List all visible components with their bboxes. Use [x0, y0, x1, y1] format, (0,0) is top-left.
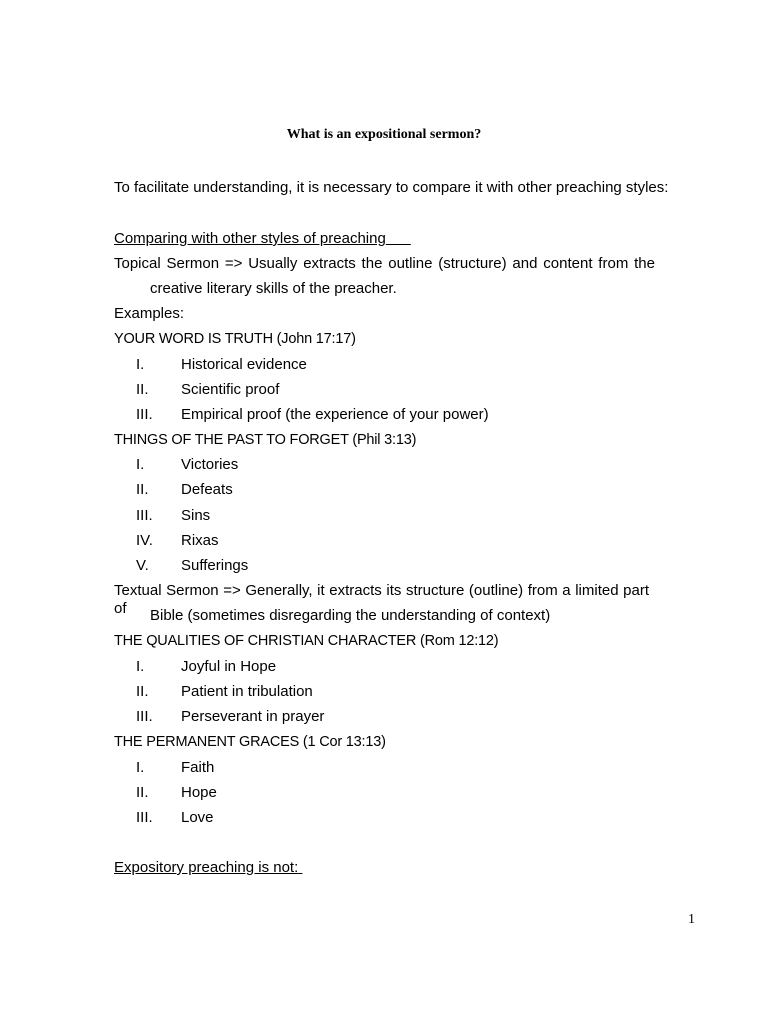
list-text: Empirical proof (the experience of your power) [181, 406, 489, 423]
list-numeral: II. [136, 481, 149, 498]
list-numeral: I. [136, 356, 145, 373]
examples-label: Examples: [114, 305, 185, 322]
outline-heading-things-to-forget: THINGS OF THE PAST TO FORGET (Phil 3:13) [114, 432, 417, 448]
section-heading-text: Comparing with other styles of preaching [114, 230, 386, 247]
textual-sermon-line-1: Textual Sermon => Generally, it extracts its structure (outline) from a limited part of [114, 582, 649, 617]
outline-heading-christian-character: THE QUALITIES OF CHRISTIAN CHARACTER (Rom 12:12) [114, 633, 499, 649]
topical-sermon-line-2: creative literary skills of the preacher. [150, 280, 397, 297]
list-numeral: III. [136, 507, 153, 524]
list-numeral: I. [136, 759, 145, 776]
list-numeral: II. [136, 784, 149, 801]
list-numeral: V. [136, 557, 149, 574]
list-text: Historical evidence [181, 356, 307, 373]
list-numeral: II. [136, 381, 149, 398]
list-text: Hope [181, 784, 217, 801]
page-number: 1 [688, 912, 695, 927]
topical-sermon-line-1: Topical Sermon => Usually extracts the outline (structure) and content from the [114, 255, 655, 272]
list-text: Joyful in Hope [181, 658, 277, 675]
outline-heading-word-is-truth: YOUR WORD IS TRUTH (John 17:17) [114, 331, 356, 347]
list-numeral: III. [136, 708, 153, 725]
document-title: What is an expositional sermon? [286, 127, 482, 142]
list-text: Rixas [181, 532, 219, 549]
section-heading-expository-not [114, 859, 302, 877]
list-text: Perseverant in prayer [181, 708, 325, 725]
list-numeral: I. [136, 456, 145, 473]
list-text: Scientific proof [181, 381, 280, 398]
list-text: Patient in tribulation [181, 683, 313, 700]
list-text: Victories [181, 456, 239, 473]
list-text: Faith [181, 759, 215, 776]
list-numeral: III. [136, 809, 153, 826]
section-heading-text: Expository preaching is not: [114, 859, 299, 876]
list-text: Defeats [181, 481, 233, 498]
list-text: Sufferings [181, 557, 249, 574]
section-heading-comparing [114, 230, 411, 248]
list-numeral: II. [136, 683, 149, 700]
list-numeral: I. [136, 658, 145, 675]
outline-heading-permanent-graces: THE PERMANENT GRACES (1 Cor 13:13) [114, 734, 386, 750]
textual-sermon-line-2: Bible (sometimes disregarding the understanding of context) [150, 607, 551, 624]
intro-paragraph: To facilitate understanding, it is necessary to compare it with other preaching styles: [114, 179, 669, 196]
list-text: Sins [181, 507, 211, 524]
list-numeral: III. [136, 406, 153, 423]
list-numeral: IV. [136, 532, 153, 549]
list-text: Love [181, 809, 214, 826]
